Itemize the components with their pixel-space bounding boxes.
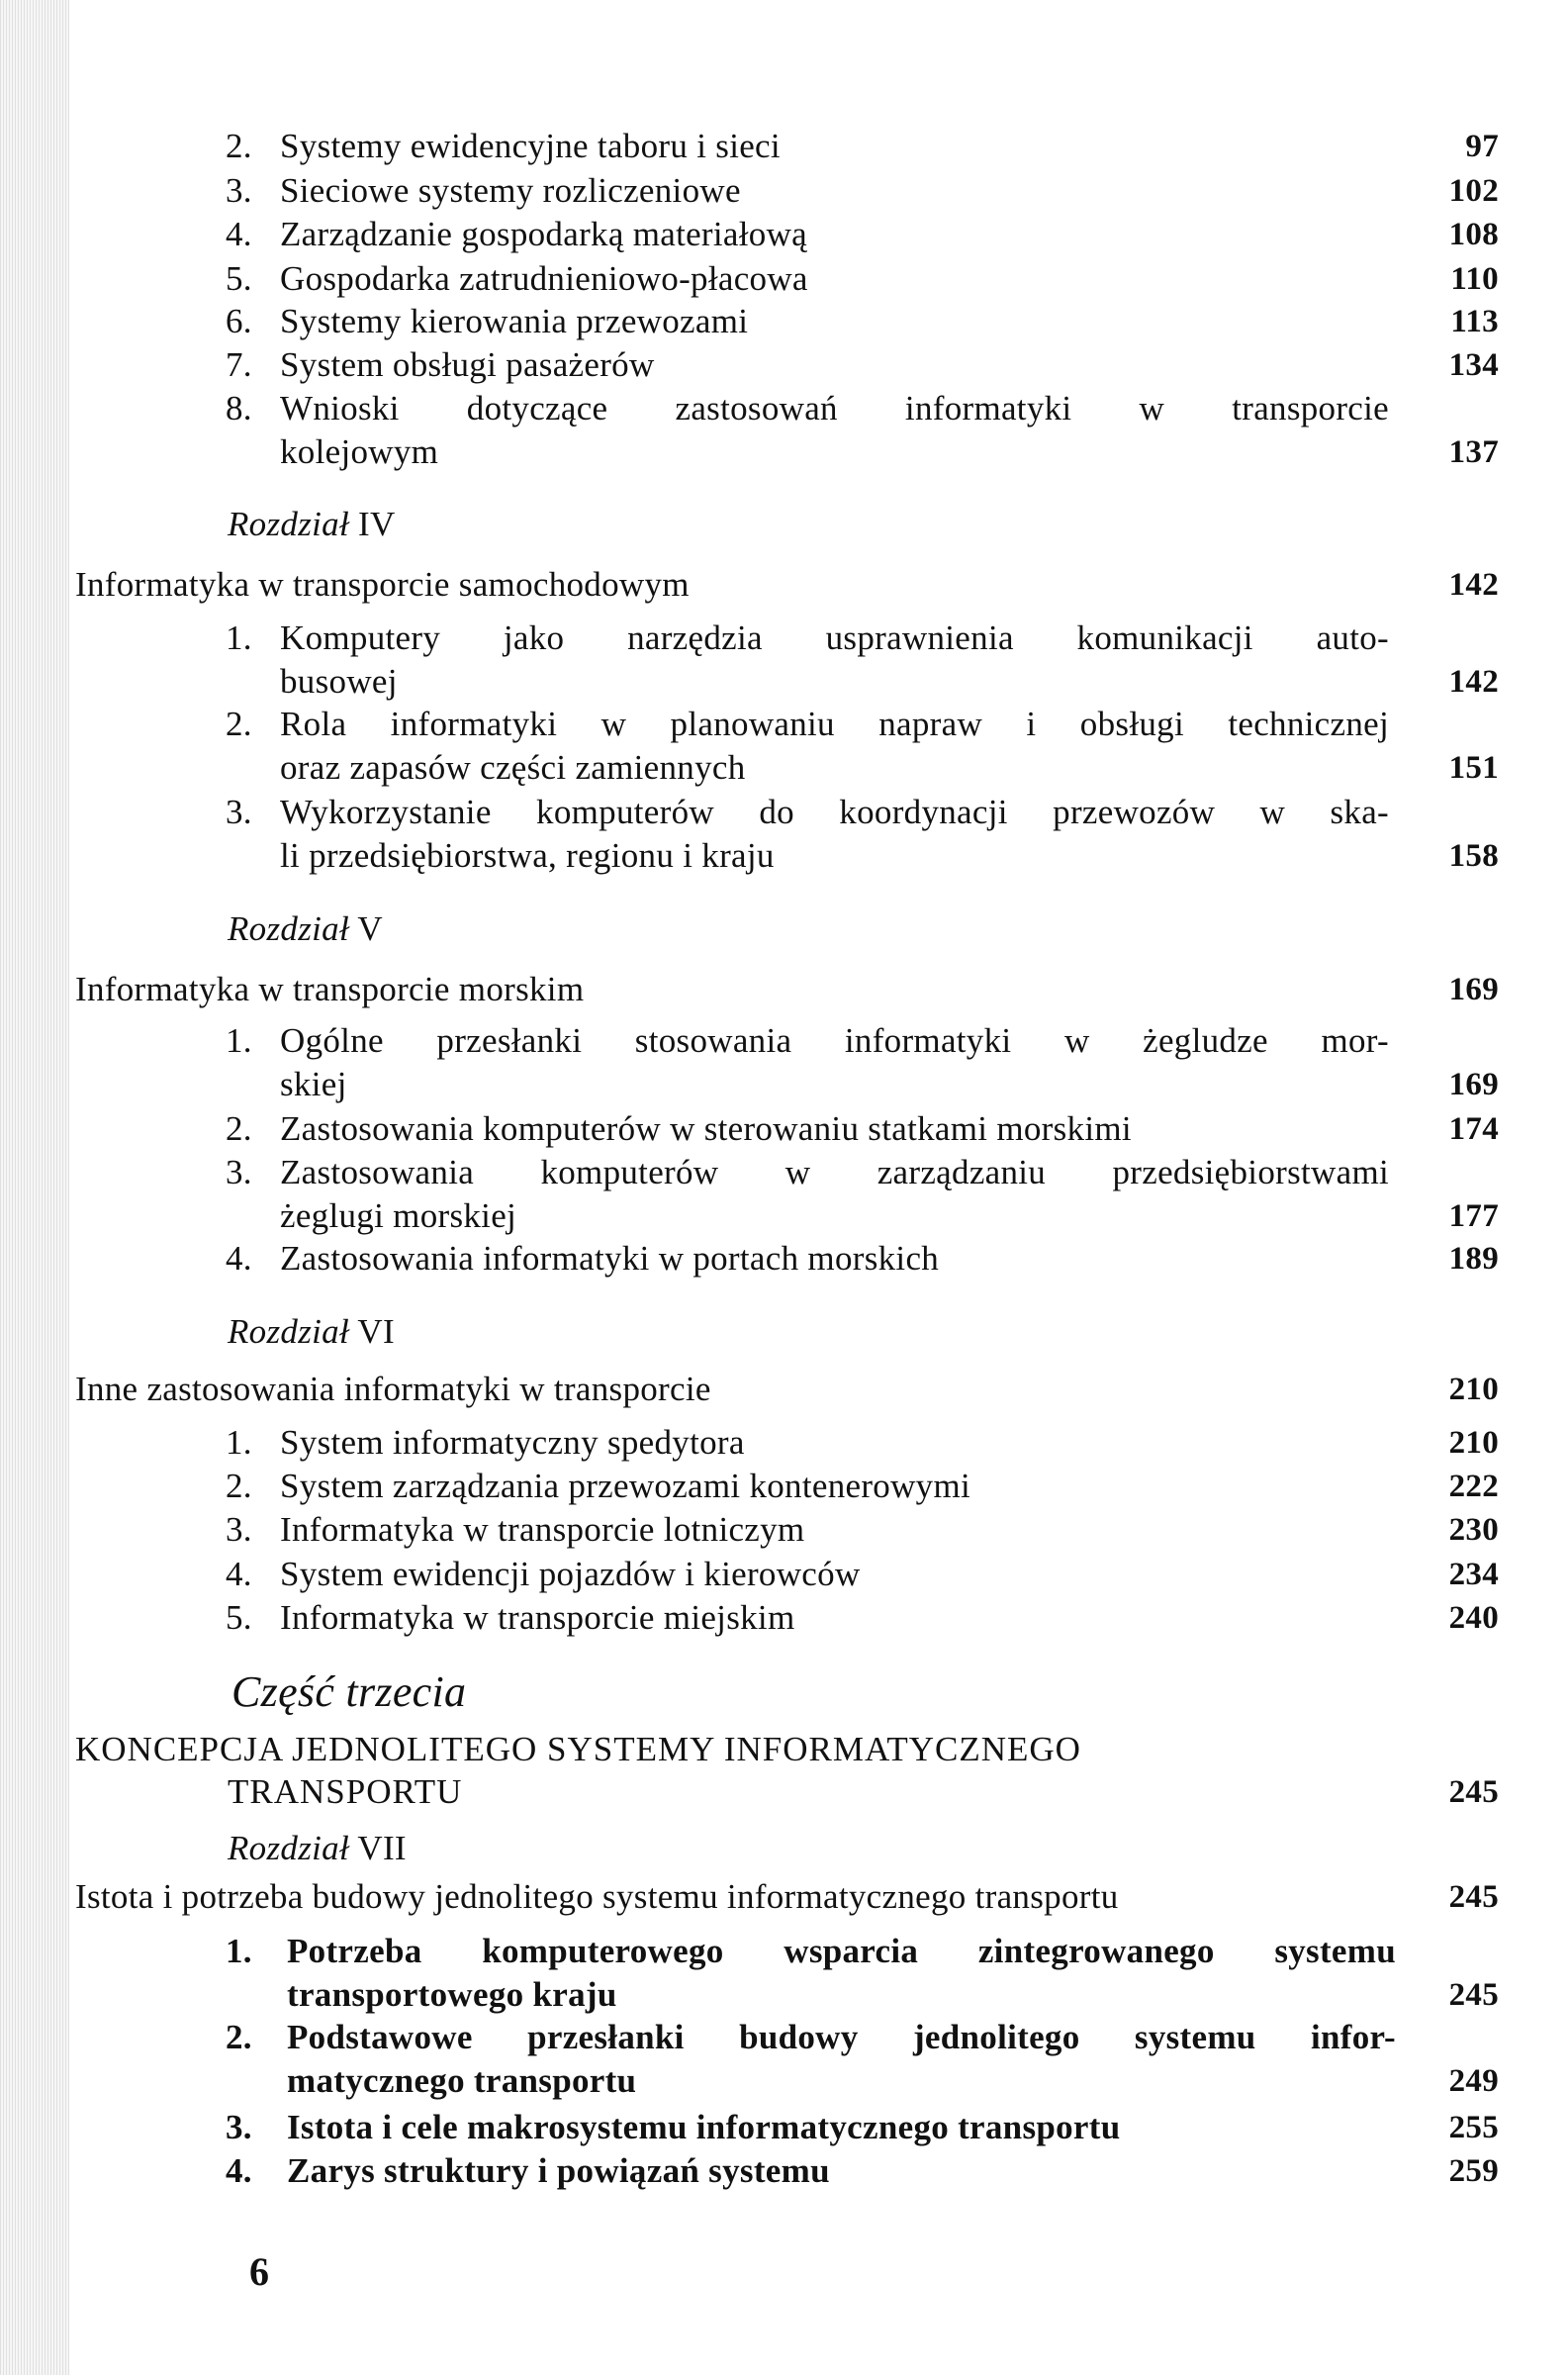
item-title: Informatyka w transporcie miejskim [280, 1598, 795, 1637]
chapter-word: Rozdział [228, 1312, 349, 1351]
item-number: 6. [226, 302, 252, 340]
page-ref: 255 [1448, 2110, 1499, 2145]
chapter-heading [228, 1827, 407, 1870]
page-ref: 189 [1448, 1241, 1499, 1277]
page-ref: 222 [1448, 1469, 1499, 1504]
item-title: System ewidencji pojazdów i kierowców [280, 1555, 861, 1593]
chapter-numeral: VI [357, 1312, 395, 1351]
item-title: oraz zapasów części zamiennych [280, 748, 746, 787]
page-ref: 169 [1448, 972, 1499, 1007]
page-ref: 177 [1448, 1198, 1499, 1234]
page-ref: 158 [1448, 838, 1499, 874]
item-number: 1. [226, 618, 252, 657]
item-title: Zastosowania komputerów w zarządzaniu przedsiębiorstwami [280, 1153, 1389, 1191]
page-ref: 102 [1448, 173, 1499, 209]
chapter-numeral: VII [357, 1829, 407, 1867]
item-title: Wykorzystanie komputerów do koordynacji przewozów w ska- [280, 793, 1389, 831]
page-ref: 142 [1448, 664, 1499, 700]
item-title: Ogólne przesłanki stosowania informatyki w żegludze mor- [280, 1021, 1389, 1060]
item-title: System zarządzania przewozami kontenerowymi [280, 1467, 971, 1505]
item-number: 4. [226, 1555, 252, 1593]
chapter-title: Inne zastosowania informatyki w transporcie [75, 1370, 711, 1408]
item-number: 3. [226, 2108, 252, 2146]
page-ref: 174 [1448, 1111, 1499, 1147]
page-ref: 113 [1450, 304, 1499, 339]
item-number: 3. [226, 171, 252, 210]
chapter-heading [228, 1310, 395, 1354]
item-title: Komputery jako narzędzia usprawnienia komunikacji auto- [280, 618, 1389, 657]
item-number: 7. [226, 345, 252, 384]
page-ref: 249 [1448, 2063, 1499, 2099]
item-title: transportowego kraju [287, 1975, 617, 2014]
part-title: TRANSPORTU [228, 1772, 463, 1811]
item-number: 4. [226, 1239, 252, 1278]
chapter-numeral: V [357, 909, 383, 948]
item-number: 4. [226, 215, 252, 253]
page-ref: 97 [1465, 129, 1499, 164]
item-title: matycznego transportu [287, 2061, 637, 2100]
item-title: Zarządzanie gospodarką materiałową [280, 215, 807, 253]
item-number: 5. [226, 259, 252, 298]
item-number: 3. [226, 793, 252, 831]
item-number: 2. [226, 2018, 252, 2056]
item-title: kolejowym [280, 432, 439, 471]
page-ref: 151 [1448, 750, 1499, 786]
item-title: skiej [280, 1065, 347, 1103]
item-title: Systemy ewidencyjne taboru i sieci [280, 127, 781, 165]
item-title: Podstawowe przesłanki budowy jednolitego systemu infor- [287, 2018, 1396, 2056]
chapter-title: Informatyka w transporcie morskim [75, 970, 585, 1008]
item-title: Rola informatyki w planowaniu napraw i obsługi technicznej [280, 705, 1389, 743]
page-ref: 210 [1448, 1372, 1499, 1407]
item-title: li przedsiębiorstwa, regionu i kraju [280, 836, 775, 875]
page-ref: 142 [1448, 567, 1499, 603]
item-title: Zastosowania informatyki w portach morskich [280, 1239, 940, 1278]
page-ref: 259 [1448, 2153, 1499, 2189]
chapter-title: Istota i potrzeba budowy jednolitego systemu informatycznego transportu [75, 1877, 1119, 1916]
page-ref: 230 [1448, 1512, 1499, 1548]
page-ref: 234 [1448, 1557, 1499, 1592]
page-ref: 134 [1448, 347, 1499, 383]
item-number: 5. [226, 1598, 252, 1637]
item-title: busowej [280, 662, 398, 701]
chapter-word: Rozdział [228, 1829, 349, 1867]
item-title: Wnioski dotyczące zastosowań informatyki w transporcie [280, 389, 1389, 428]
item-number: 1. [226, 1021, 252, 1060]
part-label: Część trzecia [231, 1667, 467, 1716]
item-title: Potrzeba komputerowego wsparcia zintegrowanego systemu [287, 1932, 1396, 1970]
page-ref: 108 [1448, 217, 1499, 252]
item-title: Systemy kierowania przewozami [280, 302, 749, 340]
item-title: Zarys struktury i powiązań systemu [287, 2151, 830, 2190]
item-title: Sieciowe systemy rozliczeniowe [280, 171, 741, 210]
page-number: 6 [249, 2249, 269, 2294]
item-number: 2. [226, 705, 252, 743]
chapter-word: Rozdział [228, 909, 349, 948]
item-title: Gospodarka zatrudnieniowo-płacowa [280, 259, 808, 298]
item-number: 3. [226, 1153, 252, 1191]
page-ref: 245 [1448, 1879, 1499, 1915]
item-title: System informatyczny spedytora [280, 1423, 745, 1462]
item-number: 2. [226, 1109, 252, 1148]
item-number: 8. [226, 389, 252, 428]
item-number: 3. [226, 1510, 252, 1549]
chapter-numeral: IV [358, 505, 396, 543]
item-title: żeglugi morskiej [280, 1196, 517, 1235]
item-title: Informatyka w transporcie lotniczym [280, 1510, 805, 1549]
page-ref: 245 [1448, 1977, 1499, 2013]
item-number: 1. [226, 1932, 252, 1970]
item-title: System obsługi pasażerów [280, 345, 655, 384]
page-ref: 137 [1448, 434, 1499, 470]
item-number: 4. [226, 2151, 252, 2190]
page-ref: 169 [1448, 1067, 1499, 1102]
item-number: 1. [226, 1423, 252, 1462]
page-ref: 240 [1448, 1600, 1499, 1636]
chapter-word: Rozdział [228, 505, 349, 543]
item-number: 2. [226, 1467, 252, 1505]
item-title: Istota i cele makrosystemu informatycznego transportu [287, 2108, 1121, 2146]
chapter-title: Informatyka w transporcie samochodowym [75, 565, 690, 604]
item-title: Zastosowania komputerów w sterowaniu statkami morskimi [280, 1109, 1132, 1148]
item-number: 2. [226, 127, 252, 165]
page-ref: 245 [1448, 1774, 1499, 1810]
chapter-heading [228, 503, 396, 546]
binding-gutter [0, 0, 69, 2375]
chapter-heading [228, 907, 383, 951]
page-ref: 210 [1448, 1425, 1499, 1461]
page-ref: 110 [1450, 261, 1499, 297]
part-title: KONCEPCJA JEDNOLITEGO SYSTEMY INFORMATYCZNEGO [75, 1730, 1081, 1768]
